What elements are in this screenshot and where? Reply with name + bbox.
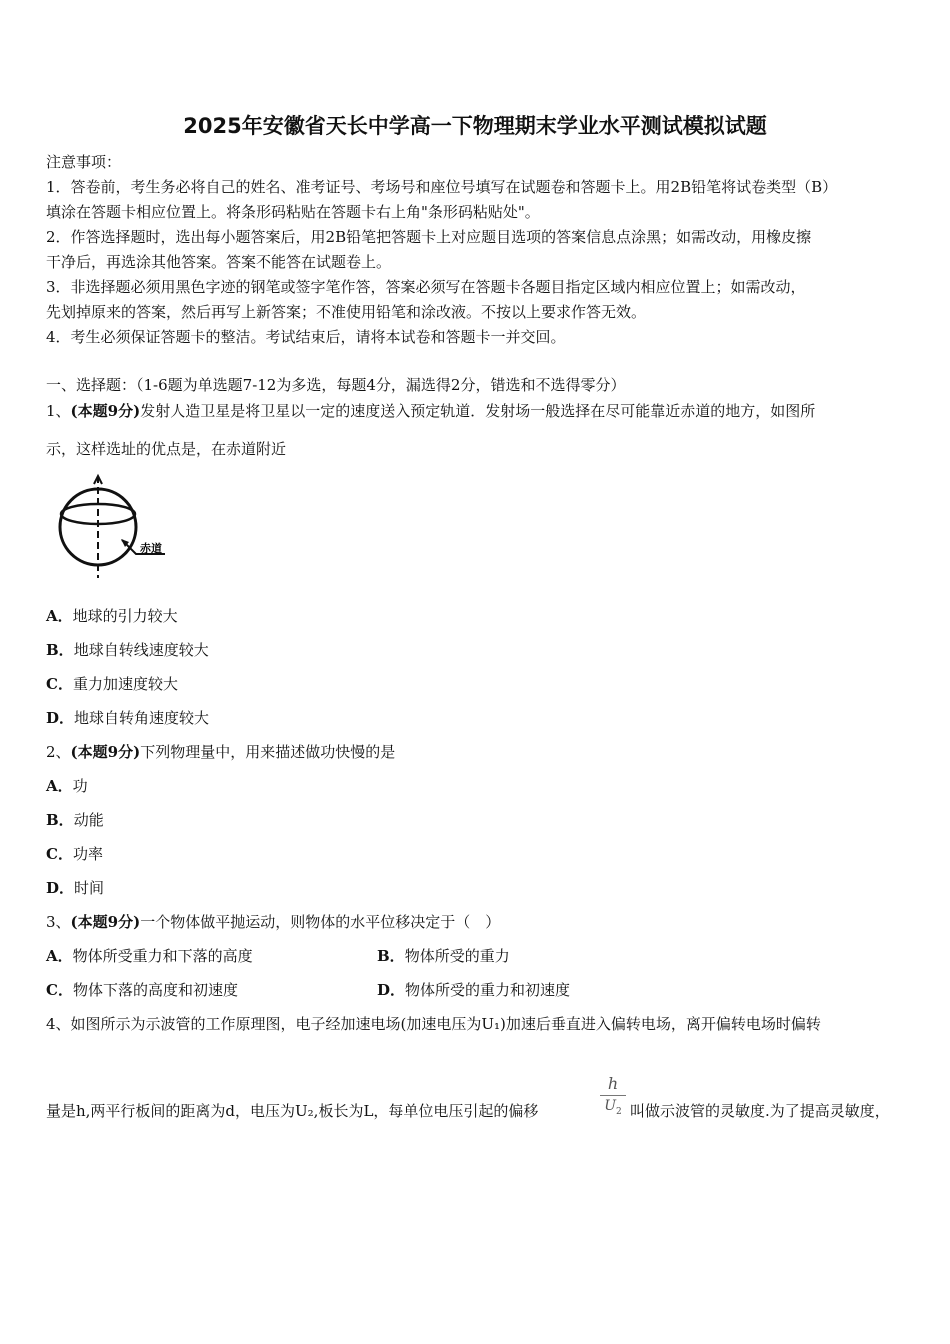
question-number: 1、 [46,402,71,420]
option-a[interactable]: A．物体所受重力和下落的高度 [46,947,253,965]
question-2 [46,742,395,762]
sensitivity-fraction [600,1074,626,1121]
question-text: 一个物体做平抛运动，则物体的水平位移决定于（ ） [140,913,501,931]
fraction-denominator: $U_2$ [604,1098,622,1117]
section-heading: 一、选择题：（1-6题为单选题7-12为多选，每题4分，漏选得2分，错选和不选得零分） [46,376,626,394]
page-title: 2025年安徽省天长中学高一下物理期末学业水平测试模拟试题 [183,114,767,138]
notice-line: 1．答卷前，考生务必将自己的姓名、准考证号、考场号和座位号填写在试题卷和答题卡上。用2B铅笔将试卷类型（B） [46,178,838,196]
notice-line: 填涂在答题卡相应位置上。将条形码粘贴在答题卡右上角"条形码粘贴处"。 [46,203,540,221]
notice-heading: 注意事项： [46,153,122,171]
question-text: 如图所示为示波管的工作原理图，电子经加速电场(加速电压为U₁)加速后垂直进入偏转电场，离开偏转电场时偏转 [70,1015,821,1033]
option-a[interactable]: A．功 [46,777,88,795]
question-4-line-2a: 量是h,两平行板间的距离为d，电压为U₂,板长为L，每单位电压引起的偏移 [46,1102,539,1120]
notice-line: 先划掉原来的答案，然后再写上新答案；不准使用铅笔和涂改液。不按以上要求作答无效。 [46,303,647,321]
notice-line: 4．考生必须保证答题卡的整洁。考试结束后，请将本试卷和答题卡一并交回。 [46,328,566,346]
equator-label: 赤道 [140,542,162,555]
notice-line: 干净后，再选涂其他答案。答案不能答在试题卷上。 [46,253,392,271]
notice-line: 2．作答选择题时，选出每小题答案后，用2B铅笔把答题卡上对应题目选项的答案信息点涂黑；如需改动，用橡皮擦 [46,228,812,246]
question-number: 2、 [46,743,71,761]
question-text: 下列物理量中，用来描述做功快慢的是 [140,743,396,761]
earth-equator-figure [50,472,180,584]
option-d[interactable]: D．物体所受的重力和初速度 [377,981,571,999]
question-4-line-1 [46,1014,821,1034]
question-score: (本题9分) [70,402,141,420]
question-text: 发射人造卫星是将卫星以一定的速度送入预定轨道．发射场一般选择在尽可能靠近赤道的地方，如图所 [140,402,816,420]
option-d[interactable]: D．时间 [46,879,105,897]
notice-line: 3．非选择题必须用黑色字迹的钢笔或签字笔作答，答案必须写在答题卡各题目指定区域内相应位置上；如需改动， [46,278,806,296]
question-4-line-2b: 叫做示波管的灵敏度.为了提高灵敏度， [630,1102,890,1120]
question-number: 3、 [46,913,71,931]
option-a[interactable]: A．地球的引力较大 [46,607,178,625]
question-3 [46,912,500,932]
option-b[interactable]: B．地球自转线速度较大 [46,641,209,659]
option-d[interactable]: D．地球自转角速度较大 [46,709,210,727]
option-c[interactable]: C．重力加速度较大 [46,675,178,693]
question-number: 4、 [46,1015,71,1033]
fraction-numerator: h [607,1074,619,1093]
option-b[interactable]: B．动能 [46,811,104,829]
option-b[interactable]: B．物体所受的重力 [377,947,510,965]
option-c[interactable]: C．物体下落的高度和初速度 [46,981,238,999]
option-c[interactable]: C．功率 [46,845,103,863]
question-score: (本题9分) [70,743,141,761]
question-score: (本题9分) [70,913,141,931]
question-1-line-2: 示，这样选址的优点是，在赤道附近 [46,440,287,458]
fraction-bar [600,1095,626,1096]
question-1-line-1 [46,401,815,421]
